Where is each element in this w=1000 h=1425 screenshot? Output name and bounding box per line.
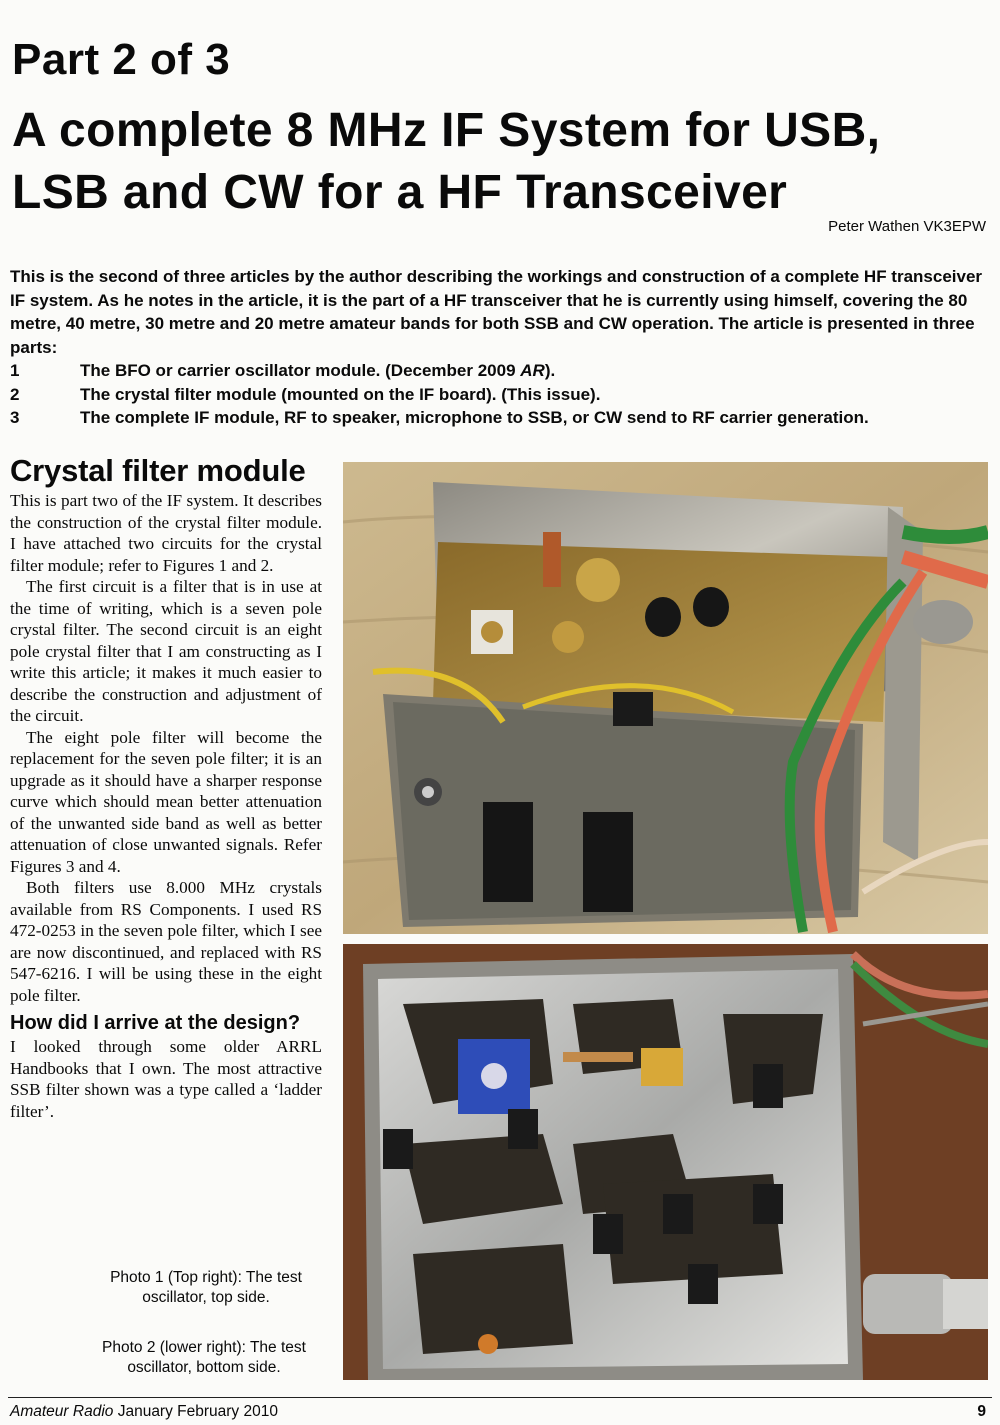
photo-oscillator-bottom [343,944,988,1380]
body-paragraph: The eight pole filter will become the replacement for the seven pole filter; it is an upgrade as it should have a sharper response curve which should mean better attenuation of the unwanted side band as well as better attenuation of close unwanted signals. Refer Figures 3 and 4. [10,727,322,876]
intro-list-item [10,359,985,383]
page-number: 9 [977,1403,986,1420]
sub-heading: How did I arrive at the design? [10,1012,301,1034]
photo-oscillator-top [343,462,988,934]
list-number: 1 [10,361,20,380]
photo1-caption: Photo 1 (Top right): The test oscillator, top side. [110,1269,302,1306]
article-title [12,100,992,224]
author-byline: Peter Wathen VK3EPW [828,218,986,235]
intro-list-item [10,406,985,430]
intro-list-item [10,383,985,407]
body-paragraph: The first circuit is a filter that is in use at the time of writing, which is a seven pole crystal filter. The second circuit is an eight pole crystal filter that I am constructing as I write this article; it makes it much easier to describe the construction and adjustment of the circuit. [10,577,322,725]
list-text [80,359,985,383]
body-paragraph: This is part two of the IF system. It describes the construction of the crystal filter module. I have attached two circuits for the crystal filter module; refer to Figures 1 and 2. [10,491,322,575]
list-text: The crystal filter module (mounted on the IF board). (This issue). [80,384,601,404]
list-number: 2 [10,384,20,404]
section-heading: Crystal filter module [10,453,306,488]
list-number: 3 [10,408,20,427]
intro-block [10,265,985,430]
list-text-italic: AR [520,361,545,380]
intro-paragraph: This is the second of three articles by the author describing the workings and construction of a complete HF transceiver IF system. As he notes in the article, it is the part of a HF transceiver that he is currently using himself, covering the 80 metre, 40 metre, 30 metre and 20 metre amateur bands for both SSB and CW operation. The article is presented in three parts: [10,267,983,357]
list-text-after: ). [544,361,556,380]
body-paragraph: I looked through some older ARRL Handbooks that I own. The most attractive SSB filter shown was a type called a ‘ladder filter’. [10,1037,322,1121]
body-paragraph: Both filters use 8.000 MHz crystals available from RS Components. I used RS 472-0253 in the seven pole filter, which I see are now discontinued, and replaced with RS 547-6216. I will be using these in the eight pole filter. [10,878,322,1005]
part-label: Part 2 of 3 [12,35,231,84]
title-line-2: LSB and CW for a HF Transceiver [12,166,788,219]
magazine-name: Amateur Radio [10,1403,114,1420]
photo-oscillator-top-graphic [343,462,988,934]
left-column [10,452,322,1122]
list-text-before: The BFO or carrier oscillator module. (December 2009 [80,361,521,380]
photo-oscillator-bottom-graphic [343,944,988,1380]
footer-rule [8,1397,992,1398]
issue-date: January February 2010 [117,1403,278,1420]
list-text: The complete IF module, RF to speaker, microphone to SSB, or CW send to RF carrier generation. [80,408,869,427]
photo2-caption: Photo 2 (lower right): The test oscillator, bottom side. [102,1339,306,1376]
footer-publication [10,1402,278,1422]
title-line-1: A complete 8 MHz IF System for USB, [12,104,881,157]
